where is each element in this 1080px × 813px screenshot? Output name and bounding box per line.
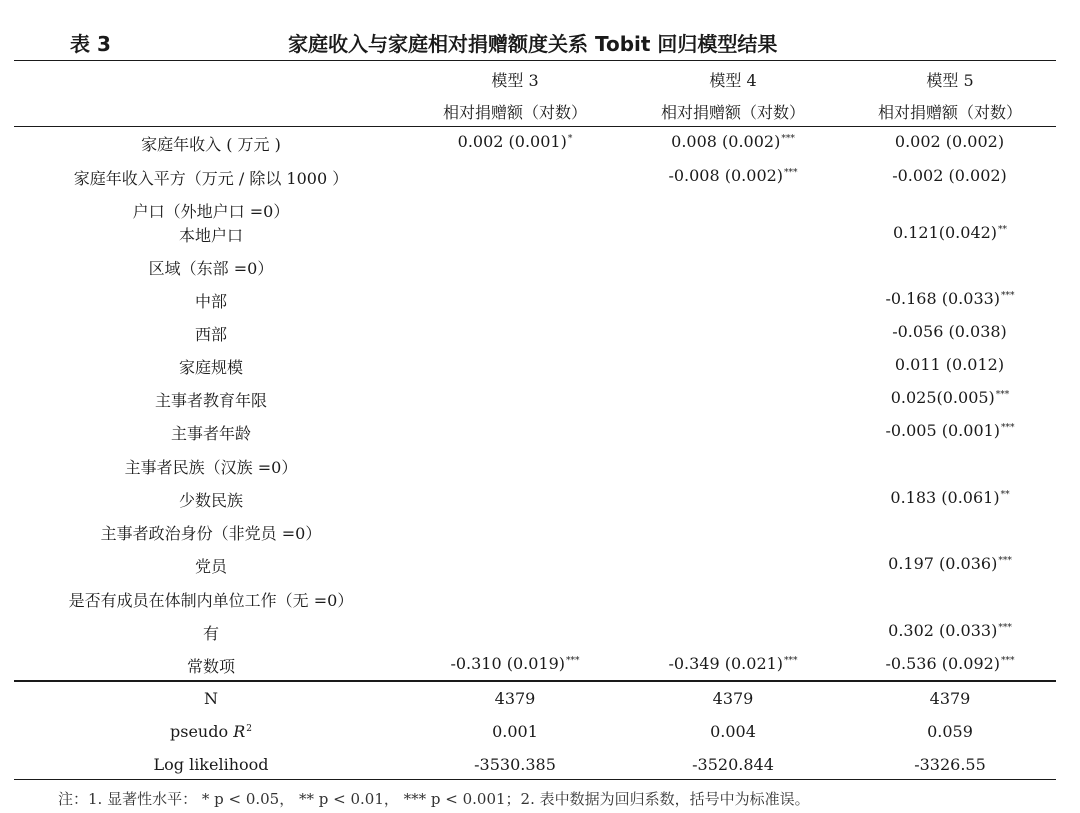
- cell-m4: [733, 521, 734, 540]
- significance-stars: ***: [1001, 291, 1015, 301]
- significance-stars: ***: [1001, 656, 1015, 666]
- cell-m5: [893, 223, 1007, 242]
- stat-label-text: pseudo: [170, 722, 229, 741]
- significance-stars: ***: [995, 390, 1010, 400]
- stat-m5: 4379: [929, 689, 971, 708]
- cell-m3: [515, 199, 516, 218]
- stat-m3: 0.001: [492, 722, 538, 741]
- stat-label: [153, 755, 268, 774]
- cell-m4: [733, 256, 734, 275]
- cell-value: 0.008 (0.002): [671, 132, 781, 151]
- cell-value: 0.121(0.042): [892, 223, 998, 242]
- bottom-rule: [14, 779, 1056, 780]
- cell-m3: [515, 355, 516, 374]
- significance-stars: **: [1000, 490, 1010, 500]
- cell-m5: [950, 588, 951, 607]
- significance-stars: *: [567, 134, 573, 144]
- stat-label: [170, 722, 252, 741]
- cell-m3: [515, 322, 516, 341]
- stat-m3: 4379: [494, 689, 536, 708]
- cell-value: 0.025(0.005): [890, 388, 995, 407]
- cell-m5: [950, 521, 951, 540]
- table-title-row: [0, 28, 1080, 58]
- cell-value: 0.002 (0.001): [457, 132, 567, 151]
- significance-stars: ***: [784, 656, 798, 666]
- cell-m3: [515, 421, 516, 440]
- row-label: 主事者民族（汉族 =0）: [124, 458, 298, 477]
- table-caption: 家庭收入与家庭相对捐赠额度关系 Tobit 回归模型结果: [288, 32, 778, 56]
- cell-m4: [668, 166, 797, 185]
- table-note: 注：1. 显著性水平： * p < 0.05， ** p < 0.01， *** p < 0.001；2. 表中数据为回归系数，括号中为标准误。: [58, 790, 810, 808]
- cell-value: 0.183 (0.061): [890, 488, 1000, 507]
- cell-m5: [888, 621, 1012, 640]
- cell-m5: [892, 166, 1008, 185]
- cell-m3: [515, 289, 516, 308]
- cell-value: -0.349 (0.021): [668, 654, 784, 673]
- cell-m3: [515, 223, 516, 242]
- cell-m5: [885, 421, 1014, 440]
- stat-label-text: Log likelihood: [153, 755, 269, 774]
- cell-m5: [950, 199, 951, 218]
- cell-m5: [895, 132, 1005, 151]
- cell-value: -0.168 (0.033): [885, 289, 1001, 308]
- stat-label-sup: 2: [246, 724, 252, 734]
- cell-m5: [891, 388, 1010, 407]
- cell-m4: [733, 199, 734, 218]
- cell-m4: [733, 455, 734, 474]
- row-label: 家庭规模: [178, 358, 244, 377]
- row-label: 主事者政治身份（非党员 =0）: [100, 524, 322, 543]
- significance-stars: **: [998, 225, 1008, 235]
- row-label: 本地户口: [178, 226, 244, 245]
- cell-m3: [515, 166, 516, 185]
- row-label: 主事者教育年限: [154, 391, 268, 410]
- row-label: 户口（外地户口 =0）: [132, 202, 290, 221]
- stat-m3: -3530.385: [474, 755, 556, 774]
- row-label: 党员: [194, 557, 228, 576]
- cell-m3: [515, 521, 516, 540]
- row-label: 常数项: [186, 657, 236, 676]
- cell-m3: [515, 388, 516, 407]
- cell-value: -0.310 (0.019): [450, 654, 566, 673]
- cell-value: -0.536 (0.092): [885, 654, 1001, 673]
- model-5-dv: 相对捐赠额（对数）: [877, 103, 1023, 122]
- cell-m4: [733, 588, 734, 607]
- model-4-dv: 相对捐赠额（对数）: [660, 103, 806, 122]
- significance-stars: ***: [998, 556, 1012, 566]
- model-4-header: 模型 4: [709, 71, 757, 90]
- row-label: 主事者年龄: [170, 424, 252, 443]
- cell-m4: [671, 132, 795, 151]
- cell-m4: [733, 289, 734, 308]
- row-label: 家庭年收入 ( 万元 ): [141, 135, 281, 154]
- cell-m4: [733, 223, 734, 242]
- cell-m3: [515, 621, 516, 640]
- cell-m3: [515, 256, 516, 275]
- cell-value: 0.302 (0.033): [888, 621, 998, 640]
- cell-m3: [515, 554, 516, 573]
- stat-m4: 0.004: [710, 722, 756, 741]
- cell-m4: [733, 388, 734, 407]
- cell-m4: [668, 654, 797, 673]
- cell-m5: [950, 256, 951, 275]
- cell-m5: [890, 488, 1009, 507]
- cell-m3: [515, 588, 516, 607]
- stats-rule: [14, 680, 1056, 682]
- cell-m4: [733, 621, 734, 640]
- stat-label-r: R: [233, 722, 246, 741]
- header-rule: [14, 126, 1056, 127]
- model-3-header: 模型 3: [491, 71, 539, 90]
- significance-stars: ***: [781, 134, 795, 144]
- significance-stars: ***: [784, 168, 798, 178]
- significance-stars: ***: [1001, 423, 1015, 433]
- cell-m4: [733, 322, 734, 341]
- row-label: 中部: [194, 292, 228, 311]
- cell-m3: [515, 488, 516, 507]
- cell-value: -0.008 (0.002): [668, 166, 784, 185]
- table-label: 表 3: [70, 32, 111, 56]
- cell-value: -0.056 (0.038): [892, 322, 1007, 341]
- cell-value: 0.002 (0.002): [894, 132, 1005, 151]
- top-rule: [14, 60, 1056, 61]
- row-label: 是否有成员在体制内单位工作（无 =0）: [68, 591, 354, 610]
- row-label: 区域（东部 =0）: [148, 259, 274, 278]
- cell-m3: [515, 455, 516, 474]
- stat-m4: -3520.844: [692, 755, 774, 774]
- cell-m3: [450, 654, 579, 673]
- stat-m5: -3326.55: [914, 755, 986, 774]
- significance-stars: ***: [998, 623, 1012, 633]
- cell-value: 0.011 (0.012): [894, 355, 1005, 374]
- cell-m4: [733, 488, 734, 507]
- significance-stars: ***: [566, 656, 580, 666]
- cell-m4: [733, 355, 734, 374]
- row-label: 西部: [194, 325, 228, 344]
- row-label: 家庭年收入平方（万元 / 除以 1000 ）: [73, 169, 349, 188]
- row-label: 有: [202, 624, 220, 643]
- cell-m4: [733, 554, 734, 573]
- row-label: 少数民族: [178, 491, 244, 510]
- cell-m5: [888, 554, 1012, 573]
- cell-value: -0.002 (0.002): [892, 166, 1007, 185]
- cell-m4: [733, 421, 734, 440]
- cell-value: 0.197 (0.036): [888, 554, 998, 573]
- model-5-header: 模型 5: [926, 71, 974, 90]
- stat-label-text: N: [204, 689, 218, 708]
- cell-m5: [892, 322, 1008, 341]
- stat-m4: 4379: [712, 689, 754, 708]
- stat-m5: 0.059: [927, 722, 973, 741]
- cell-value: -0.005 (0.001): [885, 421, 1001, 440]
- cell-m5: [885, 654, 1014, 673]
- stat-label: [204, 689, 218, 708]
- cell-m5: [895, 355, 1005, 374]
- cell-m3: [458, 132, 573, 151]
- cell-m5: [950, 455, 951, 474]
- model-3-dv: 相对捐赠额（对数）: [442, 103, 588, 122]
- cell-m5: [885, 289, 1014, 308]
